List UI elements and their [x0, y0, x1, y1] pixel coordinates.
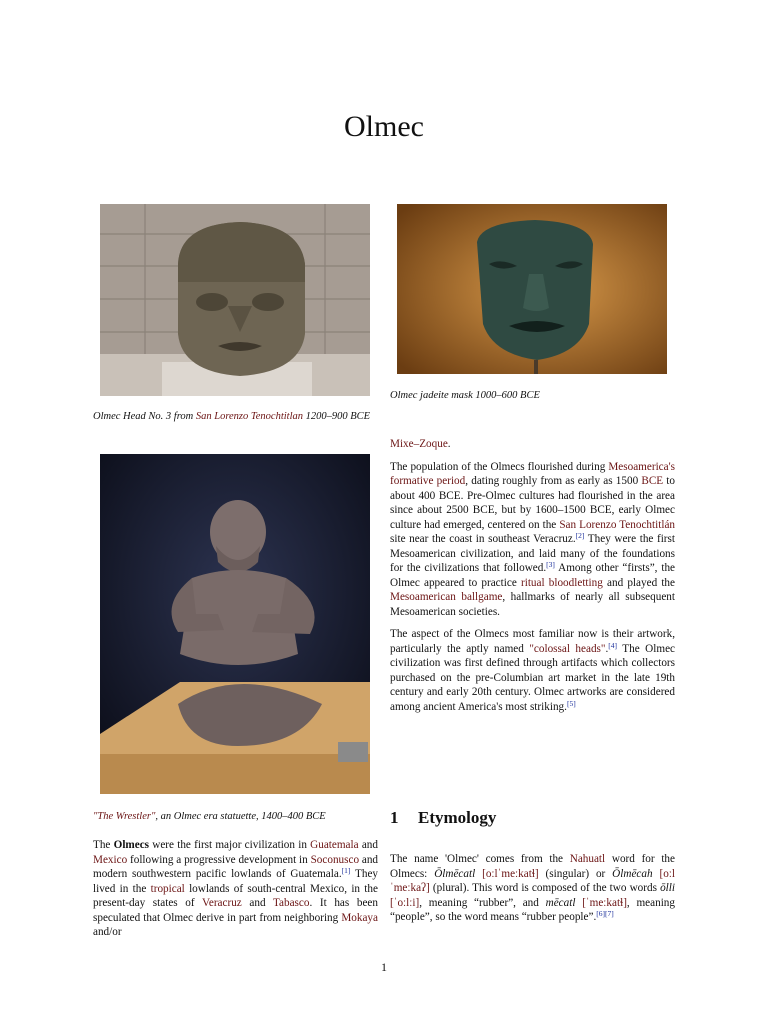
guatemala-link[interactable]: Guatemala — [310, 839, 359, 851]
ipa-mecatl-link[interactable]: [ˈmeːkatɬ] — [582, 896, 627, 909]
soconusco-link[interactable]: Soconusco — [310, 853, 360, 866]
mokaya-link[interactable]: Mokaya — [341, 911, 378, 924]
mixe-zoque-link[interactable]: Mixe–Zoque — [390, 438, 448, 450]
veracruz-link[interactable]: Veracruz — [202, 897, 242, 909]
ballgame-link[interactable]: Mesoamerican ballgame — [390, 591, 503, 603]
artwork-paragraph: The aspect of the Olmecs most familiar now is their artwork, particularly the aptly named "colossal heads".[4] The Olmec civilization was first defined through artifacts which collectors purchased on the pre-Columbian art market in the late 19th century and early 20th century. Olmec artworks are considered among ancient America's most striking.[5] — [390, 628, 676, 713]
san-lorenzo-caption-link[interactable]: San Lorenzo Tenochtitlan — [195, 411, 304, 422]
mexico-link[interactable]: Mexico — [93, 853, 128, 866]
intro-paragraph: The Olmecs were the first major civilization in Guatemala and Mexico following a progressive development in Soconusco and modern southwestern pacific lowlands of Guatemala.[1] They lived in the tropical lowlands of south-central Mexico, in the present-day states of Veracruz and Tabasco. It has been speculated that Olmec derive in part from neighboring Mokaya and/or — [93, 839, 379, 938]
right-column-top: Mixe–Zoque. The population of the Olmecs flourished during Mesoamerica's formative period, dating roughly from as early as 1500 BCE to about 400 BCE. Pre-Olmec cultures had flourished in the area since about 2500 BCE, but by 1600–1500 BCE, early Olmec culture had emerged, centered on the San Lorenzo Tenochtitlán site near the coast in southeast Veracruz.[2] They were the first Mesoamerican civilization, and laid many of the foundations for the civilizations that followed.[3] Among other “firsts”, the Olmec appeared to practice ritual bloodletting and played the Mesoamerican ballgame, hallmarks of nearly all subsequent Mesoamerican societies. The aspect of the Olmecs most familiar now is their artwork, particularly the aptly named "colossal heads".[4] The Olmec civilization was first defined through artifacts which collectors purchased on the pre-Columbian art market in the late 19th century and early 20th century. Olmec artworks are considered among ancient America's most striking.[5] — [390, 438, 676, 713]
colossal-heads-link[interactable]: "colossal heads" — [529, 642, 606, 655]
jadeite-mask-photo — [397, 204, 667, 374]
formative-period-link[interactable]: Mesoamerica's formative period — [390, 460, 675, 487]
population-paragraph: The population of the Olmecs flourished during Mesoamerica's formative period, dating roughly from as early as 1500 BCE to about 400 BCE. Pre-Olmec cultures had flourished in the area since about 2500 BCE, but by 1600–1500 BCE, early Olmec culture had emerged, centered on the San Lorenzo Tenochtitlán site near the coast in southeast Veracruz.[2] They were the first Mesoamerican civilization, and laid many of the foundations for the civilizations that followed.[3] Among other “firsts”, the Olmec appeared to practice ritual bloodletting and played the Mesoamerican ballgame, hallmarks of nearly all subsequent Mesoamerican societies. — [390, 460, 676, 618]
tropical-link[interactable]: tropical — [150, 882, 185, 895]
nahuatl-link[interactable]: Nahuatl — [569, 853, 606, 865]
ipa-olmecah-link[interactable]: [oːlˈmeːkaʔ] — [390, 867, 676, 894]
wrestler-caption-link[interactable]: "The Wrestler" — [93, 811, 156, 822]
tabasco-link[interactable]: Tabasco — [272, 897, 310, 909]
page-number: 1 — [381, 960, 387, 974]
ipa-olmecatl-link[interactable]: [oːlˈmeːkatɬ] — [482, 867, 539, 880]
ritual-bloodletting-link[interactable]: ritual bloodletting — [520, 576, 603, 589]
citation-7[interactable]: [7] — [605, 909, 614, 918]
citation-1[interactable]: [1] — [341, 866, 351, 875]
wrestler-caption: "The Wrestler", an Olmec era statuette, 1400–400 BCE — [93, 811, 326, 822]
olmecs-bold: Olmecs — [113, 839, 150, 851]
olmec-head-photo — [100, 204, 370, 396]
citation-3[interactable]: [3] — [546, 560, 555, 569]
citation-6[interactable]: [6] — [596, 909, 606, 918]
etymology-paragraph: The name 'Olmec' comes from the Nahuatl word for the Olmecs: Ōlmēcatl [oːlˈmeːkatɬ] (singular) or Ōlmēcah [oːlˈmeːkaʔ] (plural). This word is composed of the two words ōlli [ˈoːlːi], meaning “rubber”, and mēcatl [ˈmeːkatɬ], meaning “people”, so the word means “rubber people”.[6][7] — [390, 853, 676, 923]
etymology-heading: 1 Etymology — [390, 808, 497, 827]
wrestler-photo — [100, 454, 370, 794]
citation-2[interactable]: [2] — [575, 531, 585, 540]
bce-link[interactable]: BCE — [641, 475, 664, 487]
citation-5[interactable]: [5] — [566, 698, 576, 708]
ipa-olli-link[interactable]: [ˈoːlːi] — [390, 896, 420, 909]
mask-caption: Olmec jadeite mask 1000–600 BCE — [390, 390, 540, 401]
citation-4[interactable]: [4] — [608, 640, 618, 650]
page-title: Olmec — [344, 110, 424, 143]
head-caption: Olmec Head No. 3 from San Lorenzo Tenochtitlan 1200–900 BCE — [93, 411, 371, 422]
san-lorenzo-link[interactable]: San Lorenzo Tenochtitlán — [559, 518, 676, 531]
